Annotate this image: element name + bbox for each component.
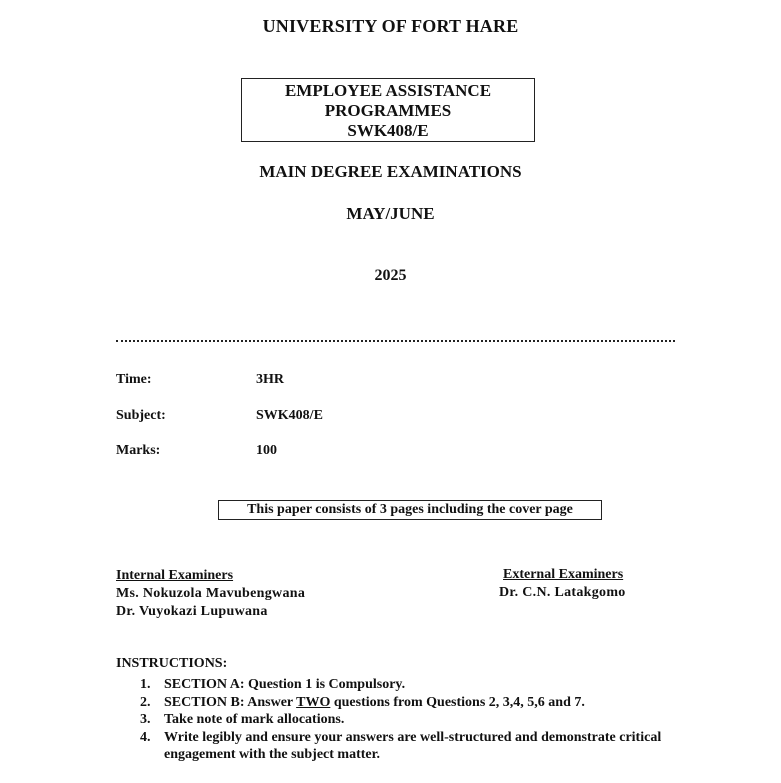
instructions-list	[140, 676, 680, 764]
external-examiner-name: Dr. C.N. Latakgomo	[499, 585, 626, 600]
instruction-text: Take note of mark allocations.	[164, 712, 345, 727]
external-examiners-heading: External Examiners	[503, 567, 624, 582]
time-label: Time:	[116, 372, 152, 387]
instruction-item	[140, 711, 680, 729]
instruction-text: Write legibly and ensure your answers are well-structured and demonstrate critical engagement with the subject matter.	[164, 729, 662, 762]
time-value: 3HR	[256, 372, 284, 387]
instruction-text: SECTION A: Question 1 is Compulsory.	[164, 677, 406, 692]
instruction-number: 2.	[140, 694, 151, 710]
page-count-notice: This paper consists of 3 pages including the cover page	[218, 500, 602, 520]
course-code: SWK408/E	[347, 121, 429, 140]
instruction-number: 4.	[140, 729, 151, 745]
instruction-text: SECTION B: Answer	[164, 694, 297, 710]
course-title-line: EMPLOYEE ASSISTANCE	[284, 81, 492, 100]
subject-label: Subject:	[116, 408, 166, 423]
instruction-item	[140, 676, 680, 694]
instruction-emphasis: TWO	[296, 694, 331, 710]
exam-year: 2025	[374, 267, 407, 284]
course-title-box	[241, 78, 535, 142]
instruction-number: 1.	[140, 677, 151, 692]
subject-value: SWK408/E	[256, 408, 323, 423]
instruction-item	[140, 694, 680, 712]
instruction-text: questions from Questions 2, 3,4, 5,6 and 7.	[330, 694, 585, 710]
dotted-divider	[116, 340, 675, 342]
marks-value: 100	[256, 443, 277, 458]
instruction-item	[140, 729, 680, 764]
exam-session: MAY/JUNE	[346, 204, 435, 223]
internal-examiners-heading: Internal Examiners	[116, 568, 234, 583]
internal-examiner-name: Ms. Nokuzola Mavubengwana	[116, 586, 306, 601]
university-name: UNIVERSITY OF FORT HARE	[262, 16, 519, 36]
course-title-line: PROGRAMMES	[324, 101, 452, 120]
internal-examiner-name: Dr. Vuyokazi Lupuwana	[116, 604, 268, 619]
instructions-heading: INSTRUCTIONS:	[116, 656, 228, 671]
marks-label: Marks:	[116, 443, 161, 458]
exam-type: MAIN DEGREE EXAMINATIONS	[259, 162, 522, 181]
instruction-number: 3.	[140, 712, 151, 727]
